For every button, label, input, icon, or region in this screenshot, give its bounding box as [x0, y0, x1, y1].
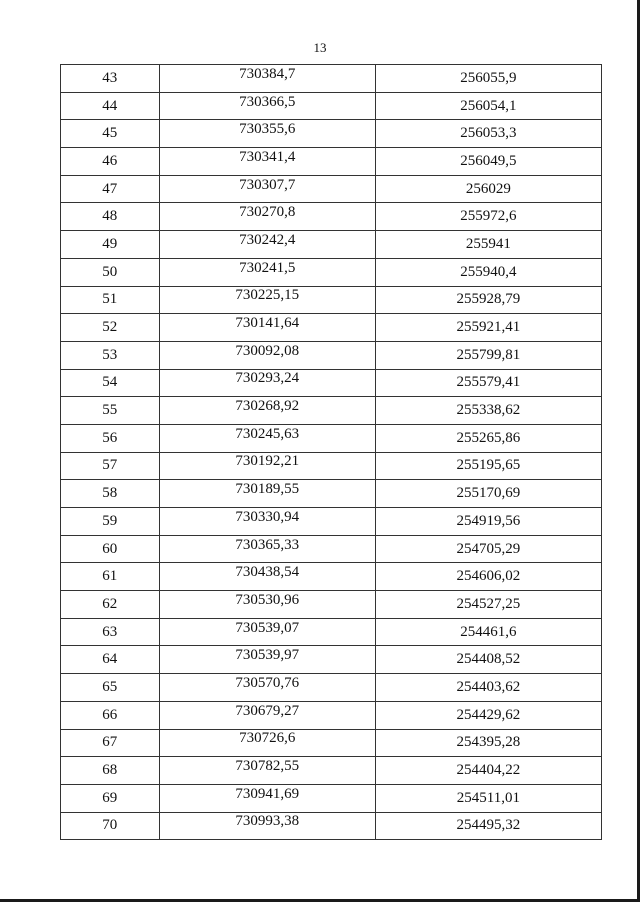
x-coordinate-value: 730341,4 — [239, 148, 296, 165]
point-number-cell: 54 — [61, 369, 160, 397]
x-coordinate-value: 730365,33 — [235, 536, 300, 553]
y-coordinate-cell: 255170,69 — [375, 480, 601, 508]
point-number-cell: 58 — [61, 480, 160, 508]
y-coordinate-cell: 254429,62 — [375, 701, 601, 729]
x-coordinate-value: 730384,7 — [239, 65, 296, 82]
table-row — [61, 314, 602, 342]
table-row — [61, 757, 602, 785]
point-number-cell: 63 — [61, 618, 160, 646]
x-coordinate-cell — [159, 203, 375, 231]
y-coordinate-cell: 254527,25 — [375, 591, 601, 619]
x-coordinate-value: 730782,55 — [235, 758, 300, 775]
x-coordinate-value: 730539,97 — [235, 647, 300, 664]
y-coordinate-cell: 256055,9 — [375, 65, 601, 93]
x-coordinate-cell — [159, 341, 375, 369]
table-row — [61, 424, 602, 452]
point-number-cell: 47 — [61, 175, 160, 203]
point-number-cell: 55 — [61, 397, 160, 425]
y-coordinate-cell: 255338,62 — [375, 397, 601, 425]
y-coordinate-cell: 254408,52 — [375, 646, 601, 674]
point-number-cell: 65 — [61, 674, 160, 702]
point-number-cell: 51 — [61, 286, 160, 314]
y-coordinate-cell: 255579,41 — [375, 369, 601, 397]
table-row — [61, 258, 602, 286]
table-row — [61, 148, 602, 176]
x-coordinate-cell — [159, 563, 375, 591]
point-number-cell: 46 — [61, 148, 160, 176]
x-coordinate-value: 730530,96 — [235, 591, 300, 608]
x-coordinate-cell — [159, 812, 375, 840]
table-row — [61, 784, 602, 812]
x-coordinate-value: 730293,24 — [235, 370, 300, 387]
point-number-cell: 43 — [61, 65, 160, 93]
x-coordinate-cell — [159, 757, 375, 785]
table-row — [61, 729, 602, 757]
table-row — [61, 175, 602, 203]
table-row — [61, 92, 602, 120]
x-coordinate-cell — [159, 65, 375, 93]
x-coordinate-cell — [159, 397, 375, 425]
y-coordinate-cell: 254461,6 — [375, 618, 601, 646]
x-coordinate-value: 730245,63 — [235, 425, 300, 442]
x-coordinate-cell — [159, 701, 375, 729]
table-row — [61, 508, 602, 536]
x-coordinate-cell — [159, 369, 375, 397]
y-coordinate-cell: 255195,65 — [375, 452, 601, 480]
x-coordinate-value: 730330,94 — [235, 508, 300, 525]
x-coordinate-value: 730941,69 — [235, 785, 300, 802]
x-coordinate-cell — [159, 480, 375, 508]
coordinates-table-body — [61, 65, 602, 840]
table-row — [61, 231, 602, 259]
table-row — [61, 701, 602, 729]
table-row — [61, 341, 602, 369]
point-number-cell: 68 — [61, 757, 160, 785]
point-number-cell: 48 — [61, 203, 160, 231]
x-coordinate-cell — [159, 120, 375, 148]
x-coordinate-value: 730268,92 — [235, 398, 300, 415]
x-coordinate-cell — [159, 314, 375, 342]
point-number-cell: 44 — [61, 92, 160, 120]
x-coordinate-cell — [159, 674, 375, 702]
x-coordinate-value: 730366,5 — [239, 93, 296, 110]
y-coordinate-cell: 255972,6 — [375, 203, 601, 231]
page-number: 13 — [313, 40, 327, 55]
x-coordinate-cell — [159, 258, 375, 286]
point-number-cell: 57 — [61, 452, 160, 480]
x-coordinate-value: 730141,64 — [235, 315, 300, 332]
point-number-cell: 61 — [61, 563, 160, 591]
y-coordinate-cell: 256054,1 — [375, 92, 601, 120]
table-row — [61, 452, 602, 480]
table-row — [61, 618, 602, 646]
y-coordinate-cell: 255921,41 — [375, 314, 601, 342]
x-coordinate-cell — [159, 591, 375, 619]
point-number-cell: 59 — [61, 508, 160, 536]
x-coordinate-value: 730539,07 — [235, 619, 300, 636]
x-coordinate-cell — [159, 452, 375, 480]
y-coordinate-cell: 256049,5 — [375, 148, 601, 176]
x-coordinate-cell — [159, 175, 375, 203]
x-coordinate-value: 730438,54 — [235, 564, 300, 581]
x-coordinate-value: 730092,08 — [235, 342, 300, 359]
table-row — [61, 369, 602, 397]
y-coordinate-cell: 255265,86 — [375, 424, 601, 452]
x-coordinate-cell — [159, 729, 375, 757]
table-row — [61, 563, 602, 591]
x-coordinate-value: 730270,8 — [239, 204, 296, 221]
x-coordinate-cell — [159, 148, 375, 176]
point-number-cell: 52 — [61, 314, 160, 342]
x-coordinate-value: 730192,21 — [235, 453, 300, 470]
y-coordinate-cell: 254919,56 — [375, 508, 601, 536]
y-coordinate-cell: 255799,81 — [375, 341, 601, 369]
table-row — [61, 65, 602, 93]
x-coordinate-cell — [159, 508, 375, 536]
y-coordinate-cell: 255941 — [375, 231, 601, 259]
point-number-cell: 45 — [61, 120, 160, 148]
x-coordinate-value: 730307,7 — [239, 176, 296, 193]
point-number-cell: 62 — [61, 591, 160, 619]
point-number-cell: 60 — [61, 535, 160, 563]
y-coordinate-cell: 255928,79 — [375, 286, 601, 314]
y-coordinate-cell: 254705,29 — [375, 535, 601, 563]
x-coordinate-value: 730242,4 — [239, 231, 296, 248]
point-number-cell: 53 — [61, 341, 160, 369]
point-number-cell: 49 — [61, 231, 160, 259]
point-number-cell: 67 — [61, 729, 160, 757]
point-number-cell: 56 — [61, 424, 160, 452]
point-number-cell: 64 — [61, 646, 160, 674]
y-coordinate-cell: 255940,4 — [375, 258, 601, 286]
y-coordinate-cell: 254395,28 — [375, 729, 601, 757]
x-coordinate-value: 730189,55 — [235, 481, 300, 498]
point-number-cell: 70 — [61, 812, 160, 840]
table-row — [61, 120, 602, 148]
x-coordinate-cell — [159, 424, 375, 452]
point-number-cell: 69 — [61, 784, 160, 812]
table-row — [61, 535, 602, 563]
y-coordinate-cell: 254511,01 — [375, 784, 601, 812]
x-coordinate-cell — [159, 784, 375, 812]
table-row — [61, 674, 602, 702]
table-row — [61, 646, 602, 674]
point-number-cell: 66 — [61, 701, 160, 729]
x-coordinate-value: 730355,6 — [239, 121, 296, 138]
x-coordinate-cell — [159, 646, 375, 674]
coordinates-table — [60, 64, 602, 840]
table-row — [61, 397, 602, 425]
x-coordinate-value: 730570,76 — [235, 674, 300, 691]
table-row — [61, 286, 602, 314]
x-coordinate-cell — [159, 535, 375, 563]
y-coordinate-cell: 256029 — [375, 175, 601, 203]
x-coordinate-cell — [159, 92, 375, 120]
x-coordinate-value: 730679,27 — [235, 702, 300, 719]
y-coordinate-cell: 254495,32 — [375, 812, 601, 840]
x-coordinate-cell — [159, 618, 375, 646]
table-row — [61, 480, 602, 508]
y-coordinate-cell: 254404,22 — [375, 757, 601, 785]
table-row — [61, 591, 602, 619]
y-coordinate-cell: 256053,3 — [375, 120, 601, 148]
x-coordinate-value: 730241,5 — [239, 259, 296, 276]
table-row — [61, 812, 602, 840]
x-coordinate-value: 730993,38 — [235, 813, 300, 830]
y-coordinate-cell: 254403,62 — [375, 674, 601, 702]
x-coordinate-cell — [159, 231, 375, 259]
point-number-cell: 50 — [61, 258, 160, 286]
x-coordinate-cell — [159, 286, 375, 314]
x-coordinate-value: 730726,6 — [239, 730, 296, 747]
y-coordinate-cell: 254606,02 — [375, 563, 601, 591]
table-row — [61, 203, 602, 231]
x-coordinate-value: 730225,15 — [235, 287, 300, 304]
